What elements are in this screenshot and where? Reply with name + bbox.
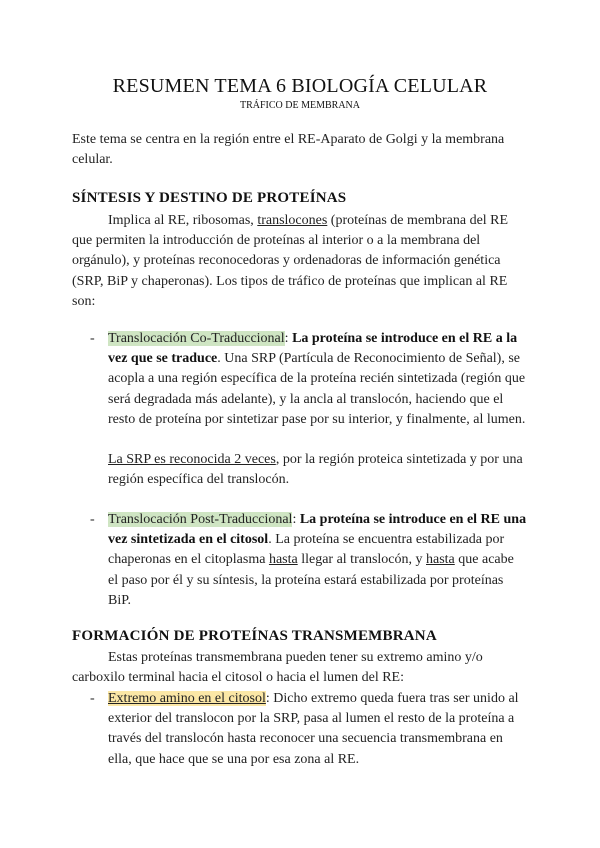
label-separator: :	[292, 512, 300, 527]
cotraduccional-text: . Una SRP (Partícula de Reconocimiento de Señal), se acopla a una región específica de la proteína recién sintetizada (región que será degradada más adelante), y la ancla al translocón, haciendo que el resto de proteína por sintetizar pase por su interior, y finalmente, al lumen.	[108, 351, 526, 427]
srp-note-text: , por la región proteica sintetizada y por una región específica del translocón.	[108, 452, 523, 488]
list-item-posttraduccional	[108, 510, 527, 611]
intro-paragraph: Este tema se centra en la región entre el RE-Aparato de Golgi y la membrana celular.	[72, 132, 505, 168]
cotraduccional-bold: La proteína se introduce en el RE a la vez que se traduce	[108, 331, 518, 367]
cotraduccional-label: Translocación Co-Traduccional	[108, 331, 285, 346]
section1-paragraph	[72, 211, 527, 312]
posttraduccional-label: Translocación Post-Traduccional	[108, 512, 293, 527]
hasta-underlined-2: hasta	[426, 552, 455, 568]
extremo-amino-text: : Dicho extremo queda fuera tras ser unido al exterior del translocon por la SRP, pasa al lumen el resto de la proteína a través del translocón hasta reconocer una secuencia transmembrana en ella, que hace que se una por esa zona al RE.	[108, 691, 519, 767]
list-item-extremo-amino	[108, 689, 527, 770]
list-bullet: -	[90, 512, 95, 527]
label-separator: :	[284, 331, 293, 346]
list-item-cotraduccional	[108, 329, 527, 430]
posttraduccional-text-2: llegar al translocón, y	[297, 552, 426, 568]
posttraduccional-text-3: que acabe el paso por él y su síntesis, la proteína estará estabilizada por proteínas BiP.	[108, 552, 514, 608]
s1-text-end: (proteínas de membrana del RE que permiten la introducción de proteínas al interior o a la membrana del orgánulo), y proteínas reconocedoras y ordenadoras de información genética (SRP, BiP y chaperonas). Los tipos de tráfico de proteínas que implican al RE son:	[72, 213, 509, 309]
section-heading-transmembrana: FORMACIÓN DE PROTEÍNAS TRANSMEMBRANA	[72, 628, 437, 644]
posttraduccional-text-1: . La proteína se encuentra estabilizada por chaperonas en el citoplasma	[108, 532, 505, 568]
s1-text-start: Implica al RE, ribosomas,	[108, 213, 258, 228]
section2-paragraph: Estas proteínas transmembrana pueden tener su extremo amino y/o carboxilo terminal hacia el citosol o hacia el lumen del RE:	[72, 650, 483, 686]
list-bullet: -	[90, 691, 95, 706]
document-title: RESUMEN TEMA 6 BIOLOGÍA CELULAR	[112, 75, 488, 97]
srp-note	[108, 450, 527, 490]
section-heading-sintesis: SÍNTESIS Y DESTINO DE PROTEÍNAS	[72, 190, 347, 206]
extremo-amino-label: Extremo amino en el citosol	[108, 691, 266, 706]
hasta-underlined-1: hasta	[268, 552, 298, 568]
srp-note-underlined: La SRP es reconocida 2 veces	[108, 452, 276, 467]
document-subtitle: TRÁFICO DE MEMBRANA	[239, 100, 360, 111]
translocones-term: translocones	[257, 213, 328, 228]
list-bullet: -	[90, 331, 95, 346]
posttraduccional-bold: La proteína se introduce en el RE una vez sintetizada en el citosol	[108, 512, 527, 548]
